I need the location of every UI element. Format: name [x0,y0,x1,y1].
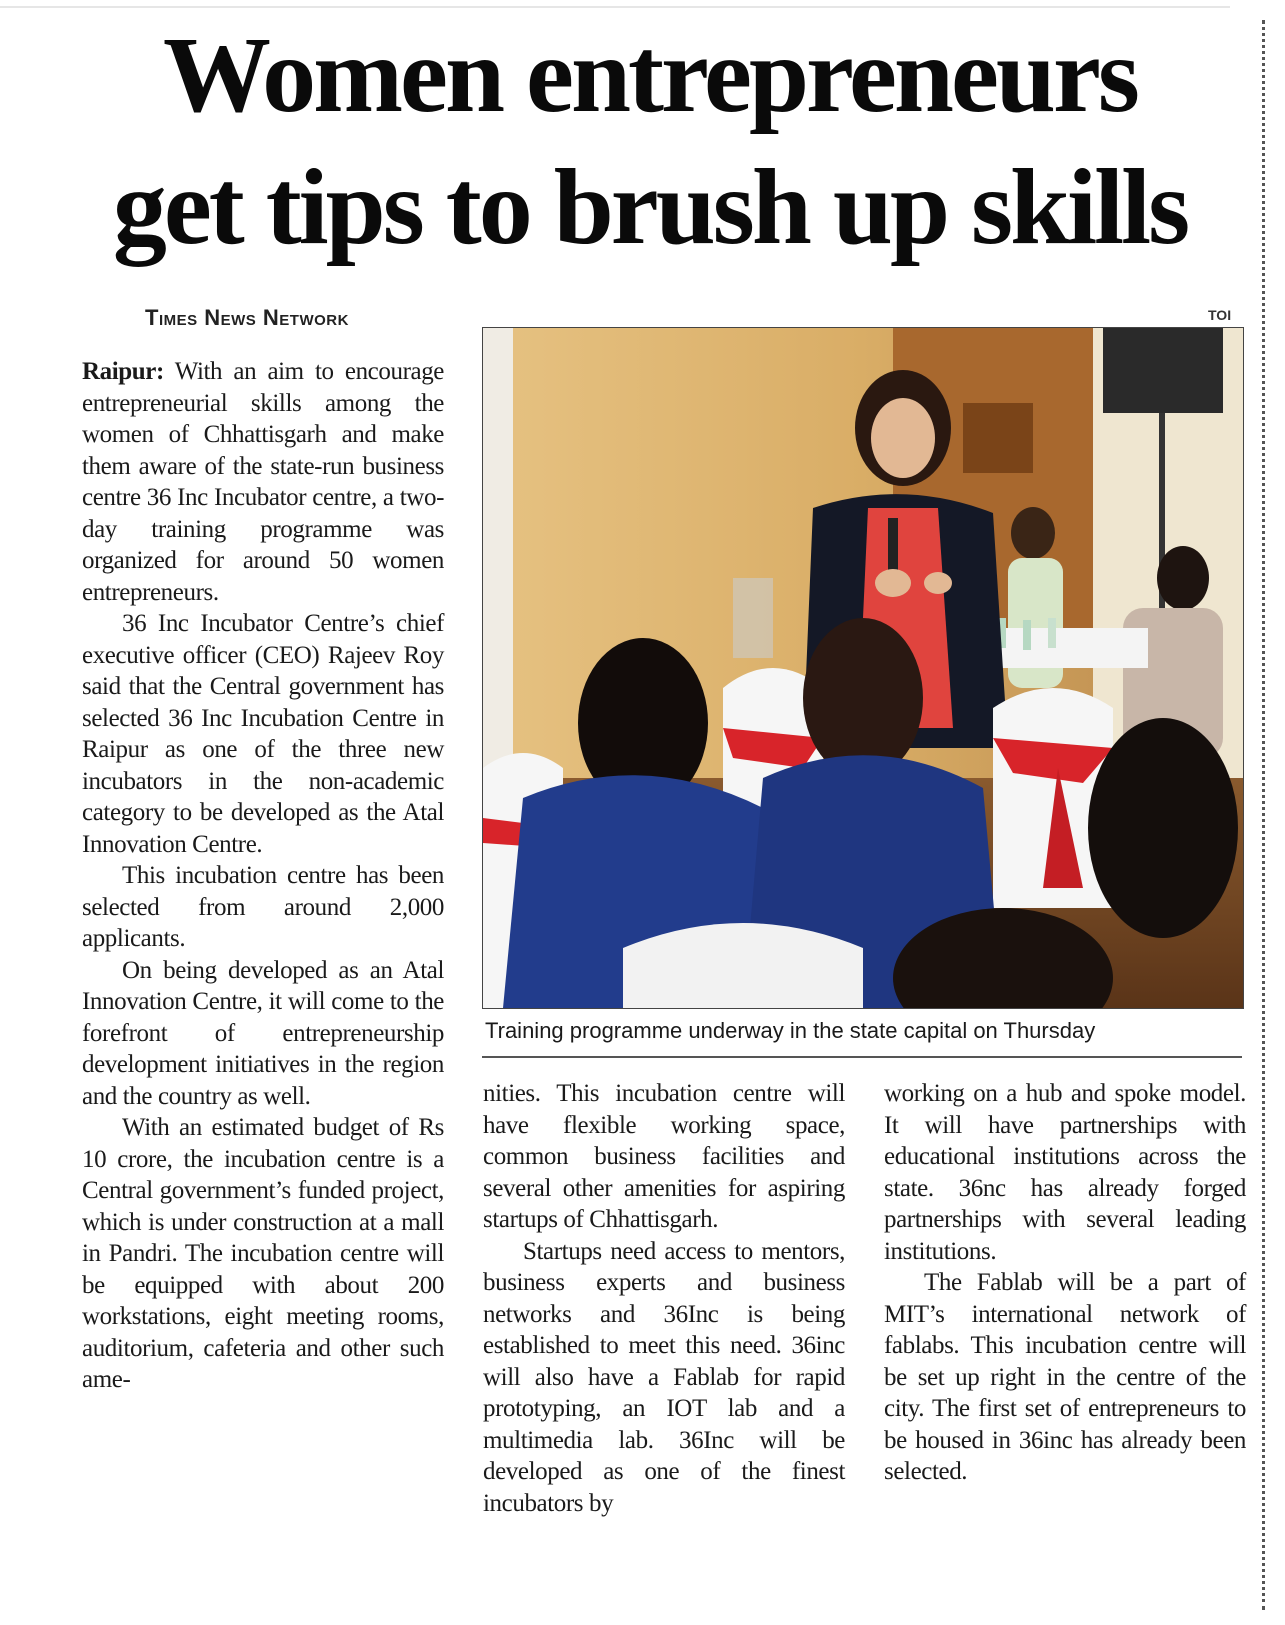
byline: Times News Network [145,305,349,330]
article-paragraph-7: The Fablab will be a part of MIT’s international network of fablabs. This incubation centre will be set up right in the centre of the city. The first set of entrepreneurs to be housed in 36inc has already been selected. [884,1269,1246,1485]
photo-credit: TOI [1208,307,1232,323]
article-paragraph-3: This incubation centre has been selected from around 2,000 applicants. [82,862,444,952]
article-column-3 [884,1078,1246,1488]
article-paragraph-6: Startups need access to mentors, business experts and business networks and 36Inc is being established to meet this need. 36inc will also have a Fablab for rapid prototyping, an IOT lab and a multimedia lab. 36Inc will be developed as one of the finest incubators by [483,1237,845,1517]
headline-line-2: get tips to brush up skills [112,148,1188,267]
top-rule [0,6,1230,8]
column-cut-line [1262,20,1265,1610]
caption-rule [482,1056,1242,1058]
paragraph-1-text: With an aim to encourage entrepreneurial skills among the women of Chhattisgarh and make them aware of the state-run business centre 36 Inc Incubator centre, a two-day training programme was organized for around 50 women entrepreneurs. [82,358,444,606]
dateline: Raipur: [82,358,164,385]
headline [60,10,1240,274]
training-photo-illustration [483,328,1243,1008]
article-paragraph-6-cont: working on a hub and spoke model. It will have partnerships with educational institutions across the state. 36nc has already forged partnerships with several leading institutions. [884,1080,1246,1265]
photo-caption: Training programme underway in the state capital on Thursday [485,1018,1096,1043]
article-paragraph-5: With an estimated budget of Rs 10 crore, the incubation centre is a Central government’s funded project, which is under construction at a mall in Pandri. The incubation centre will be equipped with about 200 workstations, eight meeting rooms, auditorium, cafeteria and other such ame- [82,1114,444,1393]
headline-line-1: Women entrepreneurs [163,16,1137,135]
article-paragraph-4: On being developed as an Atal Innovation Centre, it will come to the forefront of entrepreneurship development initiatives in the region and the country as well. [82,956,444,1110]
event-photo [482,327,1244,1009]
article-paragraph-1 [82,356,444,608]
article-paragraph-5-cont: nities. This incubation centre will have flexible working space, common business facilities and several other amenities for aspiring startups of Chhattisgarh. [483,1080,845,1233]
article-column-2 [483,1078,845,1519]
article-paragraph-2: 36 Inc Incubator Centre’s chief executive officer (CEO) Rajeev Roy said that the Central government has selected 36 Inc Incubation Centre in Raipur as one of the three new incubators in the non-academic category to be developed as the Atal Innovation Centre. [82,610,444,858]
article-column-1 [82,356,444,1396]
